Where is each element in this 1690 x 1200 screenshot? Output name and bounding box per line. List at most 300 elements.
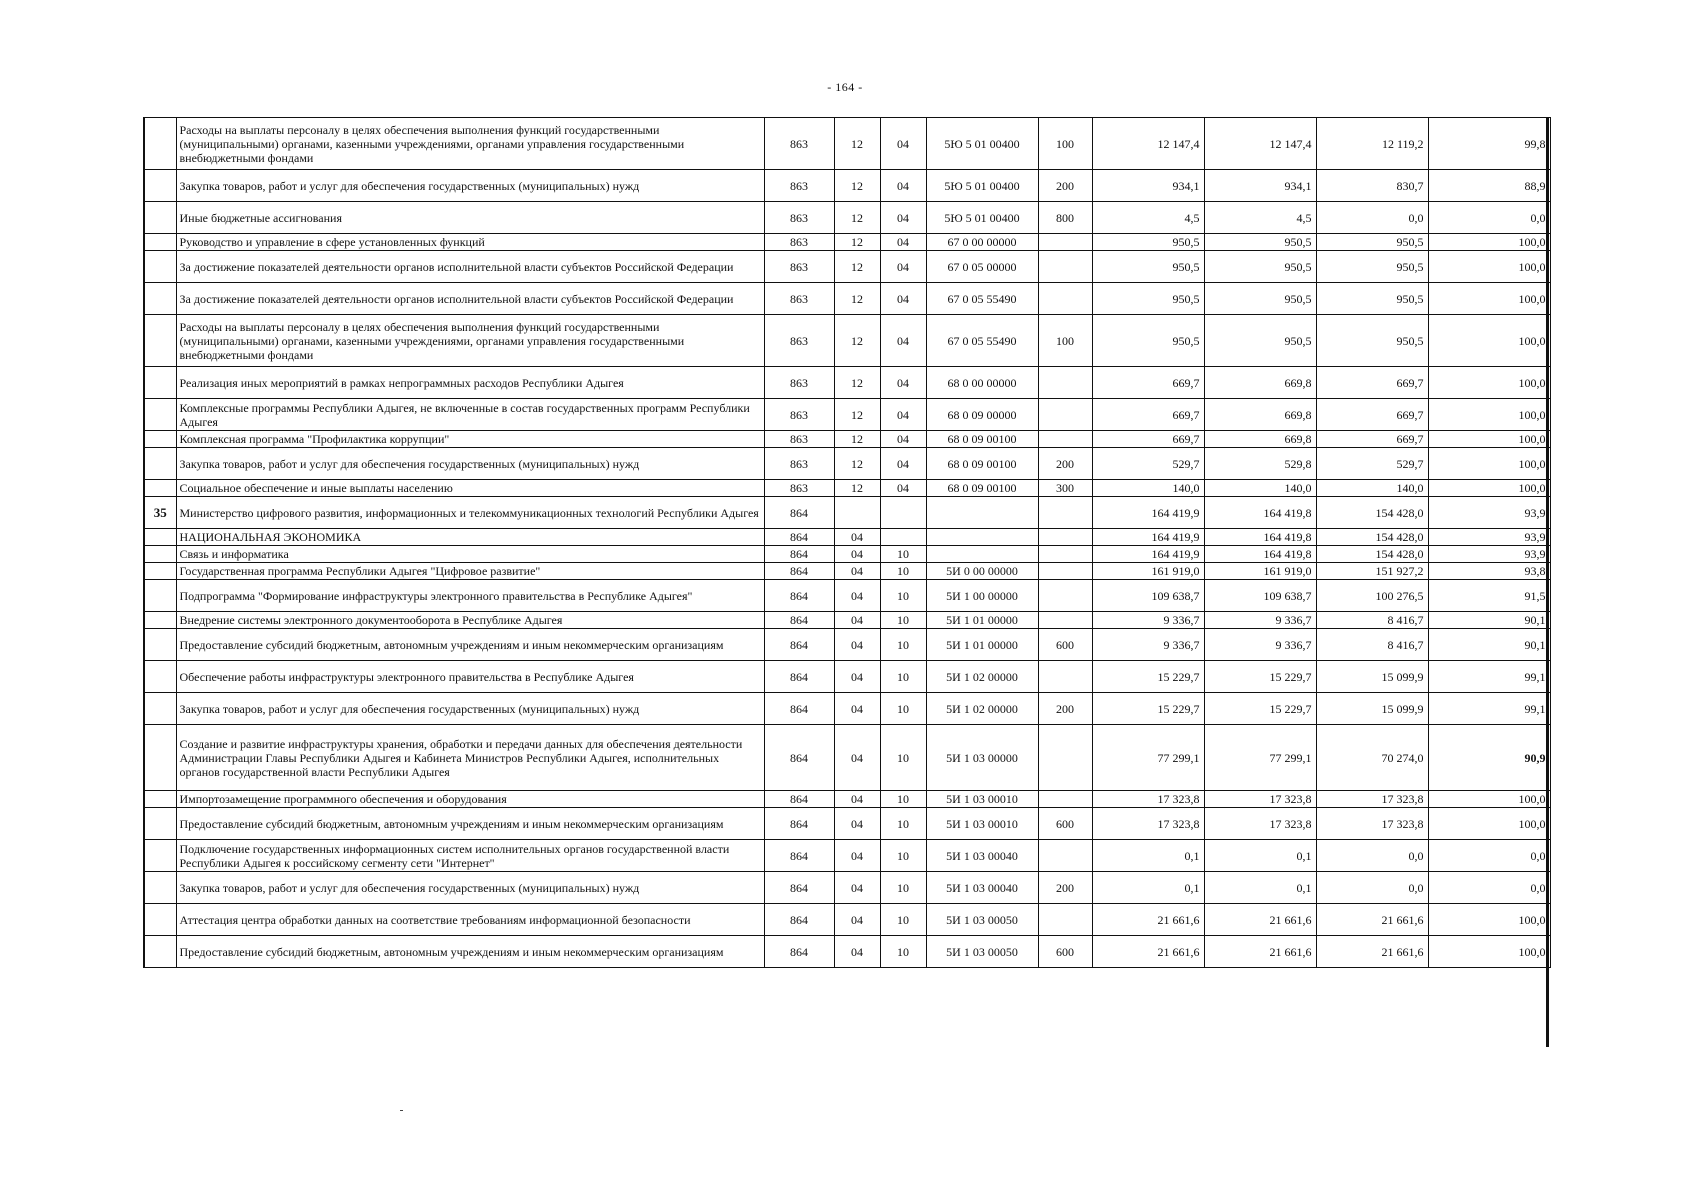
row-execution-percent: 100,0 — [1428, 808, 1550, 840]
row-plan-value: 15 229,7 — [1092, 693, 1204, 725]
row-dept-code: 863 — [764, 170, 834, 202]
row-executed-value: 950,5 — [1316, 315, 1428, 367]
row-dept-code: 864 — [764, 580, 834, 612]
row-index — [144, 251, 176, 283]
row-expense-type — [1038, 580, 1092, 612]
row-index — [144, 872, 176, 904]
row-execution-percent: 91,5 — [1428, 580, 1550, 612]
row-expense-type — [1038, 251, 1092, 283]
row-index — [144, 315, 176, 367]
row-executed-value: 154 428,0 — [1316, 497, 1428, 529]
row-name: Руководство и управление в сфере установленных функций — [176, 234, 764, 251]
row-dept-code: 864 — [764, 840, 834, 872]
row-refined-value: 21 661,6 — [1204, 904, 1316, 936]
row-plan-value: 164 419,9 — [1092, 529, 1204, 546]
table-row — [144, 693, 1550, 725]
row-refined-value: 4,5 — [1204, 202, 1316, 234]
row-subsection — [880, 529, 926, 546]
row-expense-type: 200 — [1038, 448, 1092, 480]
row-refined-value: 21 661,6 — [1204, 936, 1316, 968]
row-target-article: 5И 1 01 00000 — [926, 612, 1038, 629]
row-dept-code: 864 — [764, 563, 834, 580]
row-executed-value: 154 428,0 — [1316, 546, 1428, 563]
row-expense-type — [1038, 791, 1092, 808]
row-dept-code: 864 — [764, 808, 834, 840]
row-dept-code: 864 — [764, 497, 834, 529]
row-dept-code: 864 — [764, 546, 834, 563]
row-dept-code: 864 — [764, 529, 834, 546]
row-section: 12 — [834, 367, 880, 399]
row-plan-value: 950,5 — [1092, 315, 1204, 367]
row-dept-code: 863 — [764, 448, 834, 480]
row-expense-type: 100 — [1038, 315, 1092, 367]
row-execution-percent: 99,1 — [1428, 661, 1550, 693]
row-executed-value: 12 119,2 — [1316, 118, 1428, 170]
row-target-article: 5И 1 01 00000 — [926, 629, 1038, 661]
row-target-article: 5И 1 03 00010 — [926, 808, 1038, 840]
row-section: 12 — [834, 170, 880, 202]
row-executed-value: 15 099,9 — [1316, 661, 1428, 693]
row-name: Аттестация центра обработки данных на соответствие требованиям информационной безопасности — [176, 904, 764, 936]
row-subsection: 10 — [880, 546, 926, 563]
row-refined-value: 15 229,7 — [1204, 693, 1316, 725]
table-row — [144, 612, 1550, 629]
row-refined-value: 164 419,8 — [1204, 546, 1316, 563]
row-name: Расходы на выплаты персоналу в целях обеспечения выполнения функций государственными (муниципальными) органами, казенными учреждениями, органами управления государственными внебюджетными фондами — [176, 315, 764, 367]
row-subsection: 04 — [880, 431, 926, 448]
row-index — [144, 283, 176, 315]
row-target-article: 67 0 05 55490 — [926, 315, 1038, 367]
row-section: 12 — [834, 315, 880, 367]
row-index — [144, 399, 176, 431]
row-target-article: 5И 1 03 00040 — [926, 840, 1038, 872]
row-refined-value: 950,5 — [1204, 234, 1316, 251]
row-section — [834, 497, 880, 529]
row-refined-value: 77 299,1 — [1204, 725, 1316, 791]
row-subsection: 10 — [880, 629, 926, 661]
row-dept-code: 864 — [764, 872, 834, 904]
row-section: 12 — [834, 448, 880, 480]
row-dept-code: 864 — [764, 661, 834, 693]
table-row — [144, 170, 1550, 202]
row-execution-percent: 93,8 — [1428, 563, 1550, 580]
row-execution-percent: 99,1 — [1428, 693, 1550, 725]
row-plan-value: 9 336,7 — [1092, 612, 1204, 629]
row-executed-value: 950,5 — [1316, 251, 1428, 283]
row-section: 04 — [834, 791, 880, 808]
scan-mark — [400, 1110, 403, 1111]
row-name: Государственная программа Республики Адыгея "Цифровое развитие" — [176, 563, 764, 580]
row-name: За достижение показателей деятельности органов исполнительной власти субъектов Российской Федерации — [176, 251, 764, 283]
row-dept-code: 863 — [764, 234, 834, 251]
row-plan-value: 4,5 — [1092, 202, 1204, 234]
row-executed-value: 100 276,5 — [1316, 580, 1428, 612]
table-row — [144, 529, 1550, 546]
row-subsection: 04 — [880, 234, 926, 251]
row-index — [144, 904, 176, 936]
row-executed-value: 21 661,6 — [1316, 936, 1428, 968]
row-dept-code: 863 — [764, 283, 834, 315]
row-plan-value: 9 336,7 — [1092, 629, 1204, 661]
row-section: 12 — [834, 283, 880, 315]
row-dept-code: 863 — [764, 399, 834, 431]
row-expense-type: 200 — [1038, 693, 1092, 725]
row-expense-type — [1038, 283, 1092, 315]
row-expense-type: 200 — [1038, 872, 1092, 904]
row-subsection: 10 — [880, 725, 926, 791]
table-row — [144, 791, 1550, 808]
row-refined-value: 140,0 — [1204, 480, 1316, 497]
row-index — [144, 170, 176, 202]
table-row — [144, 580, 1550, 612]
row-subsection: 04 — [880, 170, 926, 202]
row-index — [144, 840, 176, 872]
row-section: 12 — [834, 431, 880, 448]
row-section: 12 — [834, 251, 880, 283]
row-dept-code: 863 — [764, 480, 834, 497]
row-expense-type — [1038, 661, 1092, 693]
row-plan-value: 21 661,6 — [1092, 936, 1204, 968]
row-plan-value: 669,7 — [1092, 367, 1204, 399]
row-section: 12 — [834, 399, 880, 431]
table-row — [144, 234, 1550, 251]
row-target-article: 67 0 00 00000 — [926, 234, 1038, 251]
row-expense-type: 600 — [1038, 808, 1092, 840]
table-row — [144, 546, 1550, 563]
row-refined-value: 950,5 — [1204, 315, 1316, 367]
row-index — [144, 629, 176, 661]
row-subsection: 10 — [880, 904, 926, 936]
row-target-article: 68 0 09 00000 — [926, 399, 1038, 431]
row-executed-value: 17 323,8 — [1316, 808, 1428, 840]
row-plan-value: 0,1 — [1092, 872, 1204, 904]
row-target-article: 5И 1 02 00000 — [926, 661, 1038, 693]
row-executed-value: 669,7 — [1316, 367, 1428, 399]
row-expense-type: 600 — [1038, 629, 1092, 661]
row-executed-value: 0,0 — [1316, 872, 1428, 904]
row-expense-type — [1038, 546, 1092, 563]
row-name: Внедрение системы электронного документооборота в Республике Адыгея — [176, 612, 764, 629]
row-expense-type — [1038, 904, 1092, 936]
row-section: 04 — [834, 936, 880, 968]
row-execution-percent: 99,8 — [1428, 118, 1550, 170]
row-dept-code: 864 — [764, 629, 834, 661]
row-target-article: 5И 1 03 00050 — [926, 904, 1038, 936]
row-refined-value: 9 336,7 — [1204, 612, 1316, 629]
row-execution-percent: 100,0 — [1428, 367, 1550, 399]
row-target-article: 67 0 05 55490 — [926, 283, 1038, 315]
row-expense-type: 100 — [1038, 118, 1092, 170]
row-index — [144, 808, 176, 840]
row-execution-percent: 90,1 — [1428, 612, 1550, 629]
row-executed-value: 8 416,7 — [1316, 612, 1428, 629]
row-execution-percent: 100,0 — [1428, 791, 1550, 808]
row-executed-value: 17 323,8 — [1316, 791, 1428, 808]
table-row — [144, 497, 1550, 529]
table-row — [144, 725, 1550, 791]
row-execution-percent: 90,9 — [1428, 725, 1550, 791]
row-index: 35 — [144, 497, 176, 529]
row-section: 04 — [834, 808, 880, 840]
row-dept-code: 863 — [764, 118, 834, 170]
row-executed-value: 21 661,6 — [1316, 904, 1428, 936]
row-expense-type: 200 — [1038, 170, 1092, 202]
row-index — [144, 118, 176, 170]
row-index — [144, 791, 176, 808]
table-row — [144, 283, 1550, 315]
row-section: 12 — [834, 234, 880, 251]
row-name: Предоставление субсидий бюджетным, автономным учреждениям и иным некоммерческим организациям — [176, 808, 764, 840]
row-target-article: 67 0 05 00000 — [926, 251, 1038, 283]
row-index — [144, 693, 176, 725]
row-executed-value: 140,0 — [1316, 480, 1428, 497]
table-row — [144, 936, 1550, 968]
row-expense-type — [1038, 234, 1092, 251]
row-executed-value: 669,7 — [1316, 431, 1428, 448]
row-index — [144, 563, 176, 580]
table-row — [144, 118, 1550, 170]
row-plan-value: 17 323,8 — [1092, 808, 1204, 840]
row-name: Реализация иных мероприятий в рамках непрограммных расходов Республики Адыгея — [176, 367, 764, 399]
row-refined-value: 529,8 — [1204, 448, 1316, 480]
row-name: Предоставление субсидий бюджетным, автономным учреждениям и иным некоммерческим организациям — [176, 629, 764, 661]
row-refined-value: 0,1 — [1204, 872, 1316, 904]
row-dept-code: 863 — [764, 431, 834, 448]
row-plan-value: 950,5 — [1092, 234, 1204, 251]
table-row — [144, 367, 1550, 399]
row-plan-value: 950,5 — [1092, 251, 1204, 283]
row-plan-value: 529,7 — [1092, 448, 1204, 480]
row-executed-value: 154 428,0 — [1316, 529, 1428, 546]
row-subsection: 10 — [880, 872, 926, 904]
row-target-article — [926, 529, 1038, 546]
row-name: Создание и развитие инфраструктуры хранения, обработки и передачи данных для обеспечения деятельности Администрации Главы Республики Адыгея и Кабинета Министров Республики Адыгея, исполнительных органов государственной власти Республики Адыгея — [176, 725, 764, 791]
row-section: 04 — [834, 546, 880, 563]
row-subsection: 10 — [880, 563, 926, 580]
row-execution-percent: 100,0 — [1428, 448, 1550, 480]
row-dept-code: 864 — [764, 904, 834, 936]
row-executed-value: 15 099,9 — [1316, 693, 1428, 725]
row-execution-percent: 0,0 — [1428, 872, 1550, 904]
row-dept-code: 864 — [764, 693, 834, 725]
table-row — [144, 202, 1550, 234]
row-plan-value: 140,0 — [1092, 480, 1204, 497]
row-name: Социальное обеспечение и иные выплаты населению — [176, 480, 764, 497]
row-index — [144, 202, 176, 234]
row-plan-value: 17 323,8 — [1092, 791, 1204, 808]
row-index — [144, 448, 176, 480]
row-plan-value: 164 419,9 — [1092, 497, 1204, 529]
row-refined-value: 15 229,7 — [1204, 661, 1316, 693]
row-target-article: 68 0 09 00100 — [926, 480, 1038, 497]
row-section: 04 — [834, 563, 880, 580]
row-index — [144, 367, 176, 399]
row-target-article: 68 0 09 00100 — [926, 431, 1038, 448]
row-target-article: 5Ю 5 01 00400 — [926, 118, 1038, 170]
row-plan-value: 669,7 — [1092, 399, 1204, 431]
row-refined-value: 164 419,8 — [1204, 497, 1316, 529]
row-subsection: 04 — [880, 399, 926, 431]
row-dept-code: 863 — [764, 367, 834, 399]
row-subsection: 04 — [880, 367, 926, 399]
row-index — [144, 725, 176, 791]
row-target-article: 5И 0 00 00000 — [926, 563, 1038, 580]
table-row — [144, 448, 1550, 480]
row-section: 04 — [834, 693, 880, 725]
row-target-article — [926, 546, 1038, 563]
row-target-article: 5И 1 02 00000 — [926, 693, 1038, 725]
table-row — [144, 661, 1550, 693]
row-name: Закупка товаров, работ и услуг для обеспечения государственных (муниципальных) нужд — [176, 872, 764, 904]
row-expense-type — [1038, 431, 1092, 448]
row-index — [144, 612, 176, 629]
row-plan-value: 164 419,9 — [1092, 546, 1204, 563]
row-name: Министерство цифрового развития, информационных и телекоммуникационных технологий Республики Адыгея — [176, 497, 764, 529]
row-subsection: 04 — [880, 251, 926, 283]
table-row — [144, 872, 1550, 904]
row-plan-value: 12 147,4 — [1092, 118, 1204, 170]
row-name: Закупка товаров, работ и услуг для обеспечения государственных (муниципальных) нужд — [176, 693, 764, 725]
table-row — [144, 431, 1550, 448]
row-refined-value: 17 323,8 — [1204, 808, 1316, 840]
row-refined-value: 950,5 — [1204, 251, 1316, 283]
row-name: Импортозамещение программного обеспечения и оборудования — [176, 791, 764, 808]
row-execution-percent: 100,0 — [1428, 283, 1550, 315]
row-target-article: 5И 1 00 00000 — [926, 580, 1038, 612]
row-target-article — [926, 497, 1038, 529]
row-execution-percent: 90,1 — [1428, 629, 1550, 661]
row-plan-value: 161 919,0 — [1092, 563, 1204, 580]
row-refined-value: 161 919,0 — [1204, 563, 1316, 580]
row-section: 12 — [834, 202, 880, 234]
row-name: Связь и информатика — [176, 546, 764, 563]
row-execution-percent: 100,0 — [1428, 431, 1550, 448]
row-name: Подключение государственных информационных систем исполнительных органов государственной власти Республики Адыгея к российскому сегменту сети "Интернет" — [176, 840, 764, 872]
row-execution-percent: 0,0 — [1428, 202, 1550, 234]
row-refined-value: 9 336,7 — [1204, 629, 1316, 661]
budget-table — [143, 117, 1551, 968]
row-expense-type — [1038, 399, 1092, 431]
row-refined-value: 950,5 — [1204, 283, 1316, 315]
row-expense-type: 800 — [1038, 202, 1092, 234]
row-execution-percent: 93,9 — [1428, 546, 1550, 563]
row-expense-type — [1038, 367, 1092, 399]
row-name: За достижение показателей деятельности органов исполнительной власти субъектов Российской Федерации — [176, 283, 764, 315]
row-subsection: 10 — [880, 840, 926, 872]
row-execution-percent: 100,0 — [1428, 480, 1550, 497]
row-refined-value: 934,1 — [1204, 170, 1316, 202]
table-row — [144, 480, 1550, 497]
row-section: 12 — [834, 480, 880, 497]
row-dept-code: 864 — [764, 725, 834, 791]
row-subsection: 04 — [880, 480, 926, 497]
row-name: Расходы на выплаты персоналу в целях обеспечения выполнения функций государственными (муниципальными) органами, казенными учреждениями, органами управления государственными внебюджетными фондами — [176, 118, 764, 170]
row-dept-code: 863 — [764, 315, 834, 367]
row-plan-value: 0,1 — [1092, 840, 1204, 872]
row-execution-percent: 93,9 — [1428, 529, 1550, 546]
row-dept-code: 864 — [764, 791, 834, 808]
row-plan-value: 934,1 — [1092, 170, 1204, 202]
row-subsection: 04 — [880, 448, 926, 480]
row-subsection: 04 — [880, 283, 926, 315]
row-plan-value: 21 661,6 — [1092, 904, 1204, 936]
table-row — [144, 808, 1550, 840]
row-executed-value: 529,7 — [1316, 448, 1428, 480]
row-expense-type — [1038, 840, 1092, 872]
row-dept-code: 863 — [764, 202, 834, 234]
row-name: Комплексные программы Республики Адыгея, не включенные в состав государственных программ Республики Адыгея — [176, 399, 764, 431]
row-section: 04 — [834, 612, 880, 629]
table-row — [144, 399, 1550, 431]
row-subsection: 10 — [880, 808, 926, 840]
row-subsection: 10 — [880, 580, 926, 612]
row-name: Комплексная программа "Профилактика коррупции" — [176, 431, 764, 448]
row-target-article: 5И 1 03 00050 — [926, 936, 1038, 968]
row-plan-value: 77 299,1 — [1092, 725, 1204, 791]
row-refined-value: 109 638,7 — [1204, 580, 1316, 612]
row-execution-percent: 100,0 — [1428, 399, 1550, 431]
row-executed-value: 950,5 — [1316, 283, 1428, 315]
row-execution-percent: 88,9 — [1428, 170, 1550, 202]
row-subsection: 10 — [880, 791, 926, 808]
row-dept-code: 864 — [764, 612, 834, 629]
row-plan-value: 15 229,7 — [1092, 661, 1204, 693]
row-executed-value: 669,7 — [1316, 399, 1428, 431]
row-executed-value: 950,5 — [1316, 234, 1428, 251]
row-target-article: 68 0 00 00000 — [926, 367, 1038, 399]
row-subsection: 04 — [880, 202, 926, 234]
row-dept-code: 863 — [764, 251, 834, 283]
row-plan-value: 950,5 — [1092, 283, 1204, 315]
row-section: 04 — [834, 629, 880, 661]
row-subsection — [880, 497, 926, 529]
row-subsection: 10 — [880, 661, 926, 693]
row-name: НАЦИОНАЛЬНАЯ ЭКОНОМИКА — [176, 529, 764, 546]
row-executed-value: 8 416,7 — [1316, 629, 1428, 661]
row-index — [144, 546, 176, 563]
table-row — [144, 563, 1550, 580]
row-index — [144, 234, 176, 251]
row-name: Предоставление субсидий бюджетным, автономным учреждениям и иным некоммерческим организациям — [176, 936, 764, 968]
row-executed-value: 830,7 — [1316, 170, 1428, 202]
row-index — [144, 431, 176, 448]
row-section: 04 — [834, 661, 880, 693]
row-execution-percent: 100,0 — [1428, 234, 1550, 251]
row-index — [144, 936, 176, 968]
row-plan-value: 109 638,7 — [1092, 580, 1204, 612]
row-subsection: 10 — [880, 693, 926, 725]
row-refined-value: 669,8 — [1204, 399, 1316, 431]
row-expense-type — [1038, 529, 1092, 546]
row-expense-type — [1038, 497, 1092, 529]
row-section: 04 — [834, 580, 880, 612]
row-name: Закупка товаров, работ и услуг для обеспечения государственных (муниципальных) нужд — [176, 448, 764, 480]
row-index — [144, 661, 176, 693]
row-target-article: 68 0 09 00100 — [926, 448, 1038, 480]
row-refined-value: 669,8 — [1204, 431, 1316, 448]
row-refined-value: 17 323,8 — [1204, 791, 1316, 808]
page-number: - 164 - — [827, 80, 863, 94]
row-execution-percent: 100,0 — [1428, 904, 1550, 936]
row-name: Подпрограмма "Формирование инфраструктуры электронного правительства в Республике Адыгея" — [176, 580, 764, 612]
row-expense-type — [1038, 725, 1092, 791]
row-section: 04 — [834, 904, 880, 936]
row-executed-value: 151 927,2 — [1316, 563, 1428, 580]
row-execution-percent: 100,0 — [1428, 936, 1550, 968]
row-index — [144, 580, 176, 612]
table-row — [144, 629, 1550, 661]
row-executed-value: 70 274,0 — [1316, 725, 1428, 791]
